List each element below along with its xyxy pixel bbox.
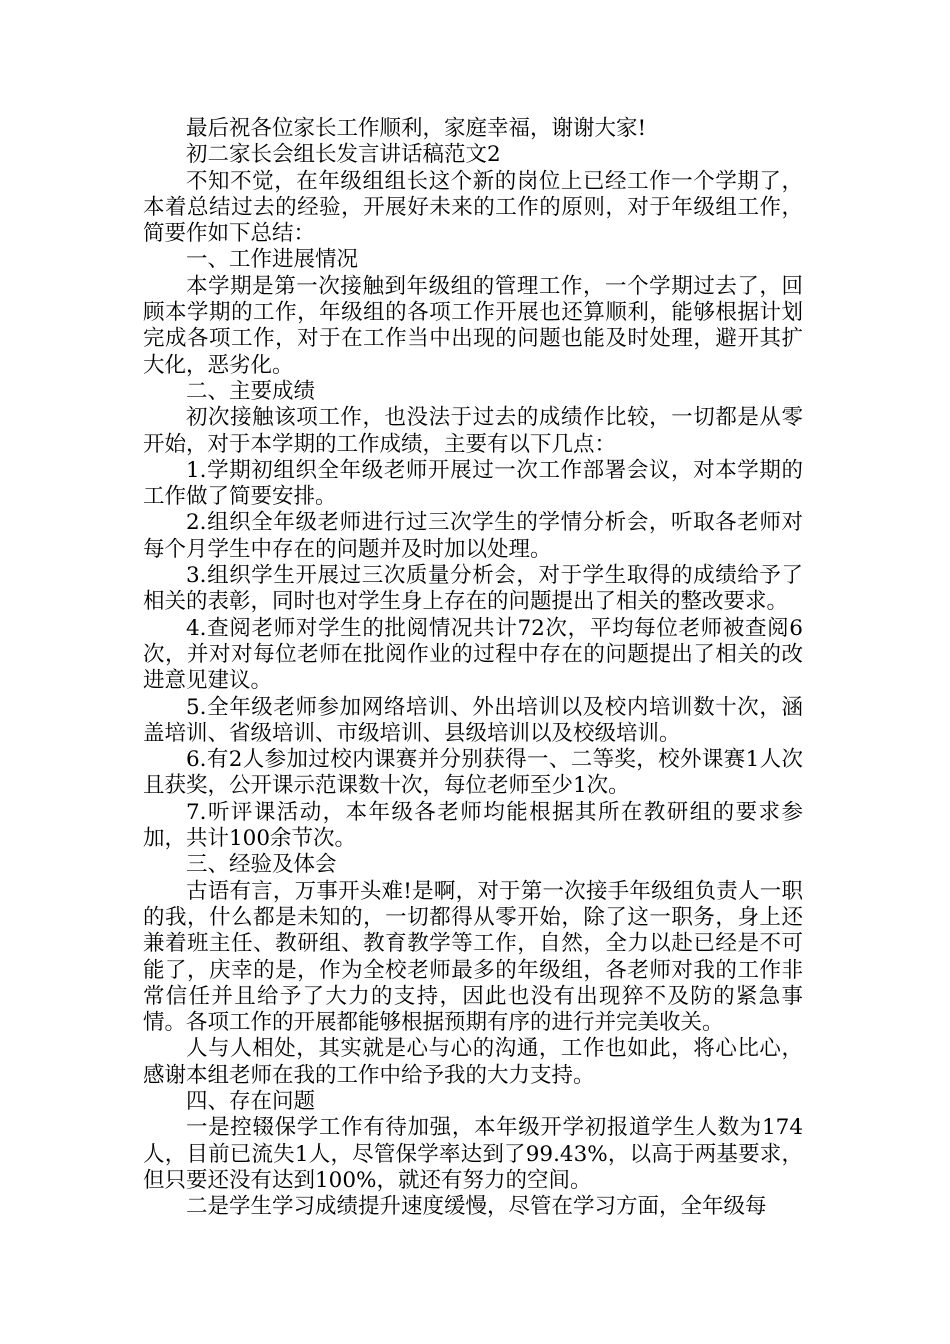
section-heading-1: 一、工作进展情况 [186,247,359,273]
list-item: 4.查阅老师对学生的批阅情况共计72次，平均每位老师被查阅6次，并对对每位老师在批阅作业的过程中存在的问题提出了相关的改进意见建议。 [143,615,803,694]
list-item: 5.全年级老师参加网络培训、外出培训以及校内培训数十次，涵盖培训、省级培训、市级培训、县级培训以及校级培训。 [143,694,803,746]
section-heading-3: 三、经验及体会 [186,852,337,878]
list-item: 2.组织全年级老师进行过三次学生的学情分析会，听取各老师对每个月学生中存在的问题并及时加以处理。 [143,510,803,562]
body-paragraph: 初次接触该项工作，也没法于过去的成绩作比较，一切都是从零开始，对于本学期的工作成绩，主要有以下几点： [143,405,803,457]
article-title: 初二家长会组长发言讲话稿范文2 [186,142,501,168]
document-body [143,116,803,1220]
intro-paragraph: 不知不觉，在年级组组长这个新的岗位上已经工作一个学期了，本着总结过去的经验，开展好未来的工作的原则，对于年级组工作，简要作如下总结： [143,168,803,247]
body-paragraph: 古语有言，万事开头难!是啊，对于第一次接手年级组负责人一职的我，什么都是未知的，一切都得从零开始，除了这一职务，身上还兼着班主任、教研组、教育教学等工作，自然，全力以赴已经是不可能了，庆幸的是，作为全校老师最多的年级组，各老师对我的工作非常信任并且给予了大力的支持，因此也没有出现猝不及防的紧急事情。各项工作的开展都能够根据预期有序的进行并完美收关。 [143,878,803,1036]
closing-line: 最后祝各位家长工作顺利，家庭幸福，谢谢大家! [186,116,647,141]
list-item: 1.学期初组织全年级老师开展过一次工作部署会议，对本学期的工作做了简要安排。 [143,457,803,510]
list-item: 6.有2人参加过校内课赛并分别获得一、二等奖，校外课赛1人次且获奖，公开课示范课数十次，每位老师至少1次。 [143,747,803,799]
body-paragraph: 二是学生学习成绩提升速度缓慢，尽管在学习方面，全年级每 [186,1194,767,1220]
body-paragraph: 人与人相处，其实就是心与心的沟通，工作也如此，将心比心，感谢本组老师在我的工作中给予我的大力支持。 [143,1036,803,1088]
section-heading-2: 二、主要成绩 [186,378,316,404]
list-item: 7.听评课活动，本年级各老师均能根据其所在教研组的要求参加，共计100余节次。 [143,799,803,852]
list-item: 3.组织学生开展过三次质量分析会，对于学生取得的成绩给予了相关的表彰，同时也对学生身上存在的问题提出了相关的整改要求。 [143,563,803,615]
section-heading-4: 四、存在问题 [186,1088,316,1114]
body-paragraph: 本学期是第一次接触到年级组的管理工作，一个学期过去了，回顾本学期的工作，年级组的各项工作开展也还算顺利，能够根据计划完成各项工作，对于在工作当中出现的问题也能及时处理，避开其扩大化，恶劣化。 [143,273,803,378]
body-paragraph: 一是控辍保学工作有待加强，本年级开学初报道学生人数为174人，目前已流失1人，尽管保学率达到了99.43%，以高于两基要求，但只要还没有达到100%，就还有努力的空间。 [143,1115,803,1193]
